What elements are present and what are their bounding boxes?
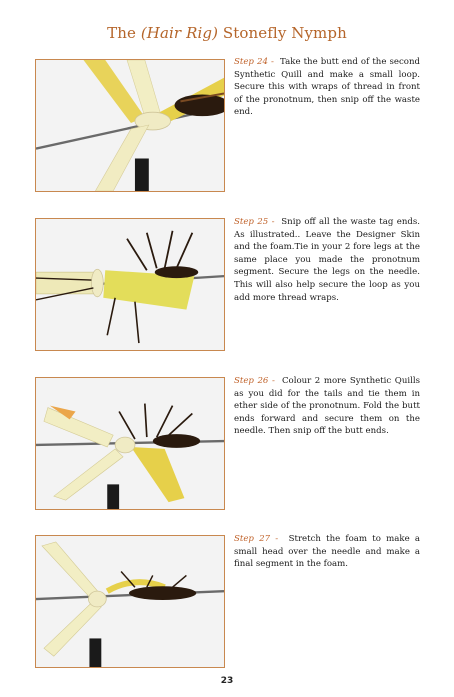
- page-number: 23: [220, 676, 234, 686]
- step-26-label: Step 26 -: [234, 376, 275, 386]
- step-24-body: Take the butt end of the second Synthetic Quill and make a small loop. Secure this with wraps of thread in front of the pronotnum, then snip off the waste end.: [234, 57, 421, 118]
- page-title: [0, 24, 454, 42]
- step-24-photo: [35, 59, 225, 192]
- step-27-body: Stretch the foam to make a small head over the needle and make a final segment in the foam.: [234, 534, 420, 570]
- title-suffix: Stonefly Nymph: [218, 24, 347, 42]
- step-25-body: Snip off all the waste tag ends. As illustrated.. Leave the Designer Skin and the foam.Tie in your 2 fore legs at the same place you made the pronotnum segment. Secure the legs on the needle. This will also help secure the loop as you add more thread wraps.: [234, 217, 420, 303]
- step-24-label: Step 24 -: [234, 57, 274, 67]
- title-prefix: The: [107, 24, 141, 42]
- step-27-photo: [35, 535, 225, 668]
- step-25-photo: [35, 218, 225, 351]
- step-26-body: Colour 2 more Synthetic Quills as you did for the tails and tie them in ether side of the pronotnum. Fold the butt ends forward and secure them on the needle. Then snip off the butt ends.: [234, 376, 421, 437]
- step-24-text: [234, 56, 420, 119]
- step-25-label: Step 25 -: [234, 217, 275, 227]
- step-26-text: [234, 375, 420, 438]
- title-italic: (Hair Rig): [140, 24, 219, 42]
- step-27-text: [234, 533, 420, 571]
- step-26-photo: [35, 377, 225, 510]
- step-25-text: [234, 216, 420, 304]
- step-27-label: Step 27 -: [234, 534, 279, 544]
